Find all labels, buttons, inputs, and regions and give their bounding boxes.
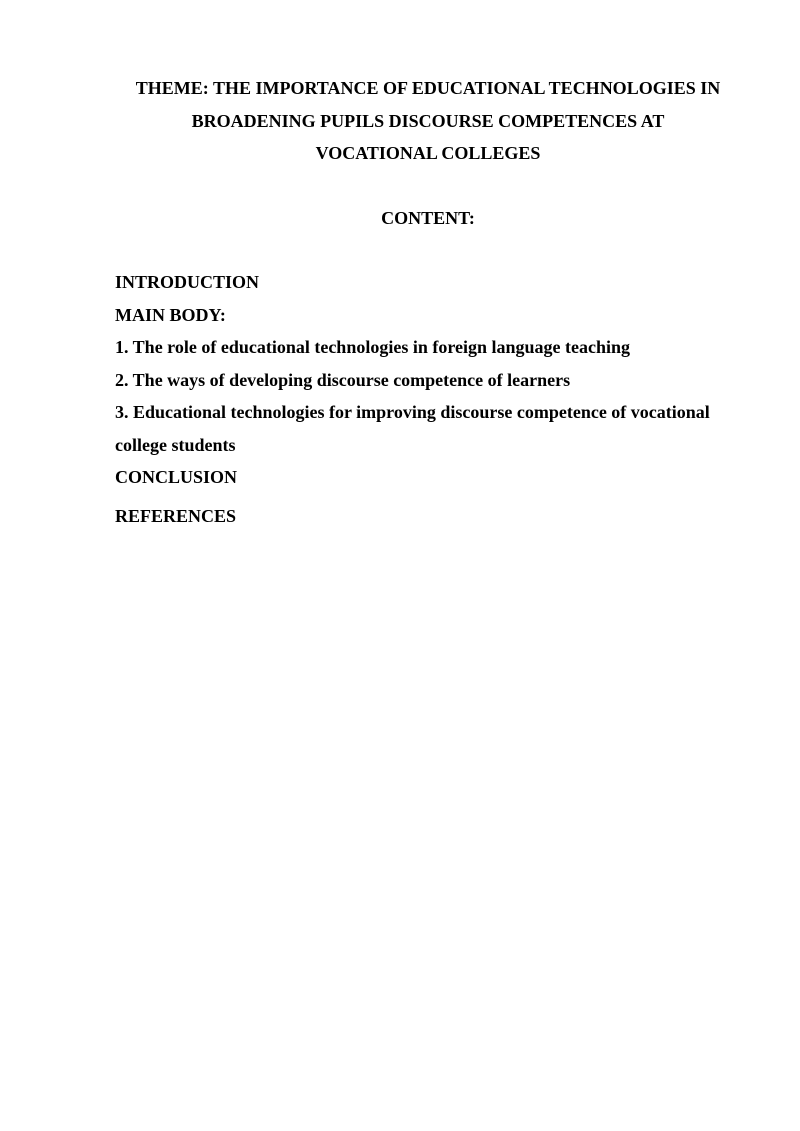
toc-item-1: 1. The role of educational technologies in foreign language teaching [115, 337, 631, 357]
content-heading: CONTENT: [381, 208, 475, 228]
toc-item-3-line-2: college students [115, 434, 236, 455]
toc-introduction: INTRODUCTION [115, 272, 260, 292]
toc-references: REFERENCES [115, 505, 237, 526]
toc-item-2: 2. The ways of developing discourse competence of learners [115, 369, 571, 390]
title-line-1: THEME: THE IMPORTANCE OF EDUCATIONAL TECHNOLOGIES IN [135, 78, 721, 98]
toc-conclusion: CONCLUSION [115, 467, 238, 487]
toc-item-3-line-1: 3. Educational technologies for improving discourse competence of vocational [115, 402, 710, 422]
title-line-3: VOCATIONAL COLLEGES [315, 143, 541, 163]
toc-main-body: MAIN BODY: [115, 304, 226, 325]
document-title [100, 72, 756, 170]
title-line-2: BROADENING PUPILS DISCOURSE COMPETENCES AT [191, 110, 665, 131]
table-of-contents [115, 266, 755, 532]
